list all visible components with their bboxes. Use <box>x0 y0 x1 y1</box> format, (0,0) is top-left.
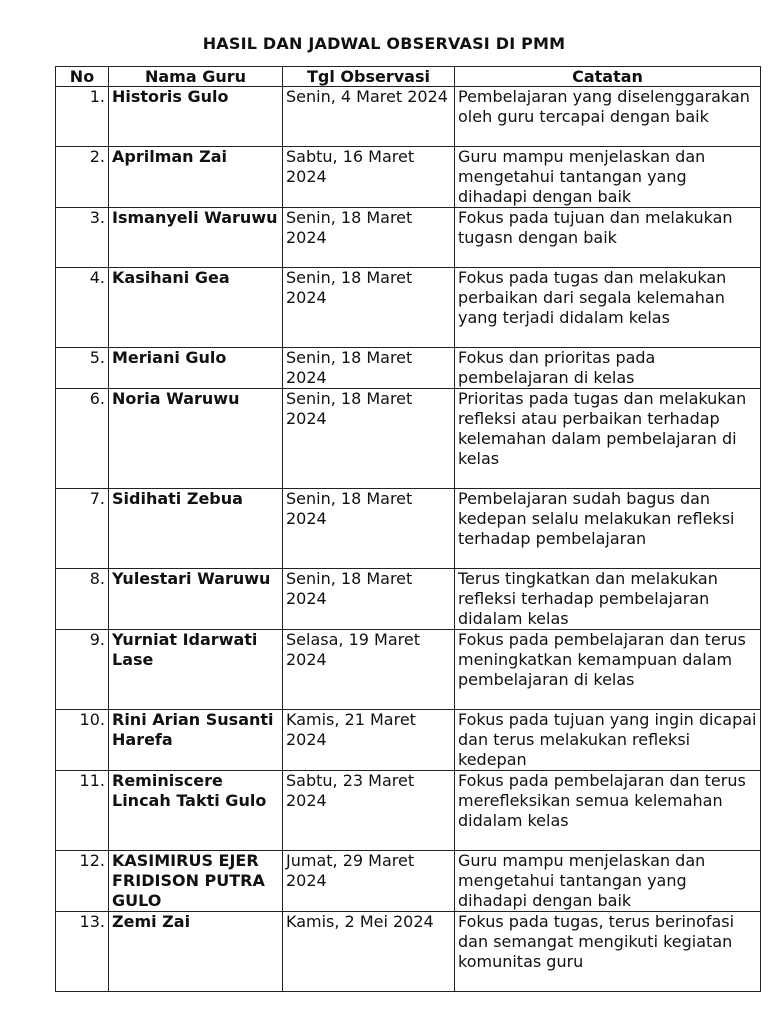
table-row <box>56 851 761 912</box>
observation-date: Senin, 18 Maret 2024 <box>283 489 455 569</box>
row-number: 3. <box>56 208 109 268</box>
table-row <box>56 489 761 569</box>
table-row <box>56 630 761 710</box>
row-number: 4. <box>56 268 109 348</box>
row-number: 7. <box>56 489 109 569</box>
observation-date: Senin, 18 Maret 2024 <box>283 268 455 348</box>
observation-note: Pembelajaran sudah bagus dan kedepan selalu melakukan refleksi terhadap pembelajaran <box>455 489 761 569</box>
observation-note: Fokus pada tujuan yang ingin dicapai dan terus melakukan refleksi kedepan <box>455 710 761 771</box>
header-name: Nama Guru <box>109 67 283 87</box>
row-number: 2. <box>56 147 109 208</box>
teacher-name: Rini Arian Susanti Harefa <box>109 710 283 771</box>
header-note: Catatan <box>455 67 761 87</box>
table-row <box>56 710 761 771</box>
table-row <box>56 389 761 489</box>
teacher-name: KASIMIRUS EJER FRIDISON PUTRA GULO <box>109 851 283 912</box>
table-row <box>56 348 761 389</box>
row-number: 10. <box>56 710 109 771</box>
row-number: 11. <box>56 771 109 851</box>
observation-date: Selasa, 19 Maret 2024 <box>283 630 455 710</box>
teacher-name: Reminiscere Lincah Takti Gulo <box>109 771 283 851</box>
teacher-name: Aprilman Zai <box>109 147 283 208</box>
row-number: 8. <box>56 569 109 630</box>
table-row <box>56 569 761 630</box>
teacher-name: Ismanyeli Waruwu <box>109 208 283 268</box>
observation-note: Pembelajaran yang diselenggarakan oleh guru tercapai dengan baik <box>455 87 761 147</box>
row-number: 12. <box>56 851 109 912</box>
header-no: No <box>56 67 109 87</box>
observation-date: Kamis, 21 Maret 2024 <box>283 710 455 771</box>
observation-date: Sabtu, 23 Maret 2024 <box>283 771 455 851</box>
observation-date: Senin, 4 Maret 2024 <box>283 87 455 147</box>
observation-note: Fokus pada pembelajaran dan terus merefleksikan semua kelemahan didalam kelas <box>455 771 761 851</box>
header-date: Tgl Observasi <box>283 67 455 87</box>
observation-date: Senin, 18 Maret 2024 <box>283 208 455 268</box>
teacher-name: Sidihati Zebua <box>109 489 283 569</box>
row-number: 5. <box>56 348 109 389</box>
row-number: 13. <box>56 912 109 992</box>
teacher-name: Yulestari Waruwu <box>109 569 283 630</box>
teacher-name: Zemi Zai <box>109 912 283 992</box>
table-row <box>56 268 761 348</box>
table-row <box>56 912 761 992</box>
teacher-name: Yurniat Idarwati Lase <box>109 630 283 710</box>
row-number: 1. <box>56 87 109 147</box>
table-body <box>56 87 761 992</box>
teacher-name: Meriani Gulo <box>109 348 283 389</box>
teacher-name: Kasihani Gea <box>109 268 283 348</box>
observation-note: Fokus pada pembelajaran dan terus meningkatkan kemampuan dalam pembelajaran di kelas <box>455 630 761 710</box>
observation-date: Senin, 18 Maret 2024 <box>283 348 455 389</box>
observation-date: Senin, 18 Maret 2024 <box>283 569 455 630</box>
observation-note: Prioritas pada tugas dan melakukan refleksi atau perbaikan terhadap kelemahan dalam pembelajaran di kelas <box>455 389 761 489</box>
observation-note: Guru mampu menjelaskan dan mengetahui tantangan yang dihadapi dengan baik <box>455 147 761 208</box>
observation-note: Fokus pada tujuan dan melakukan tugasn dengan baik <box>455 208 761 268</box>
teacher-name: Historis Gulo <box>109 87 283 147</box>
teacher-name: Noria Waruwu <box>109 389 283 489</box>
table-row <box>56 208 761 268</box>
observation-note: Fokus pada tugas dan melakukan perbaikan dari segala kelemahan yang terjadi didalam kelas <box>455 268 761 348</box>
table-row <box>56 147 761 208</box>
row-number: 9. <box>56 630 109 710</box>
table-row <box>56 87 761 147</box>
observation-note: Fokus pada tugas, terus berinofasi dan semangat mengikuti kegiatan komunitas guru <box>455 912 761 992</box>
observation-date: Senin, 18 Maret 2024 <box>283 389 455 489</box>
observation-date: Sabtu, 16 Maret 2024 <box>283 147 455 208</box>
table-header-row <box>56 67 761 87</box>
observation-note: Guru mampu menjelaskan dan mengetahui tantangan yang dihadapi dengan baik <box>455 851 761 912</box>
observation-note: Terus tingkatkan dan melakukan refleksi terhadap pembelajaran didalam kelas <box>455 569 761 630</box>
observation-table <box>55 66 761 992</box>
row-number: 6. <box>56 389 109 489</box>
observation-date: Jumat, 29 Maret 2024 <box>283 851 455 912</box>
observation-date: Kamis, 2 Mei 2024 <box>283 912 455 992</box>
table-row <box>56 771 761 851</box>
observation-note: Fokus dan prioritas pada pembelajaran di kelas <box>455 348 761 389</box>
document-title: HASIL DAN JADWAL OBSERVASI DI PMM <box>202 34 566 53</box>
